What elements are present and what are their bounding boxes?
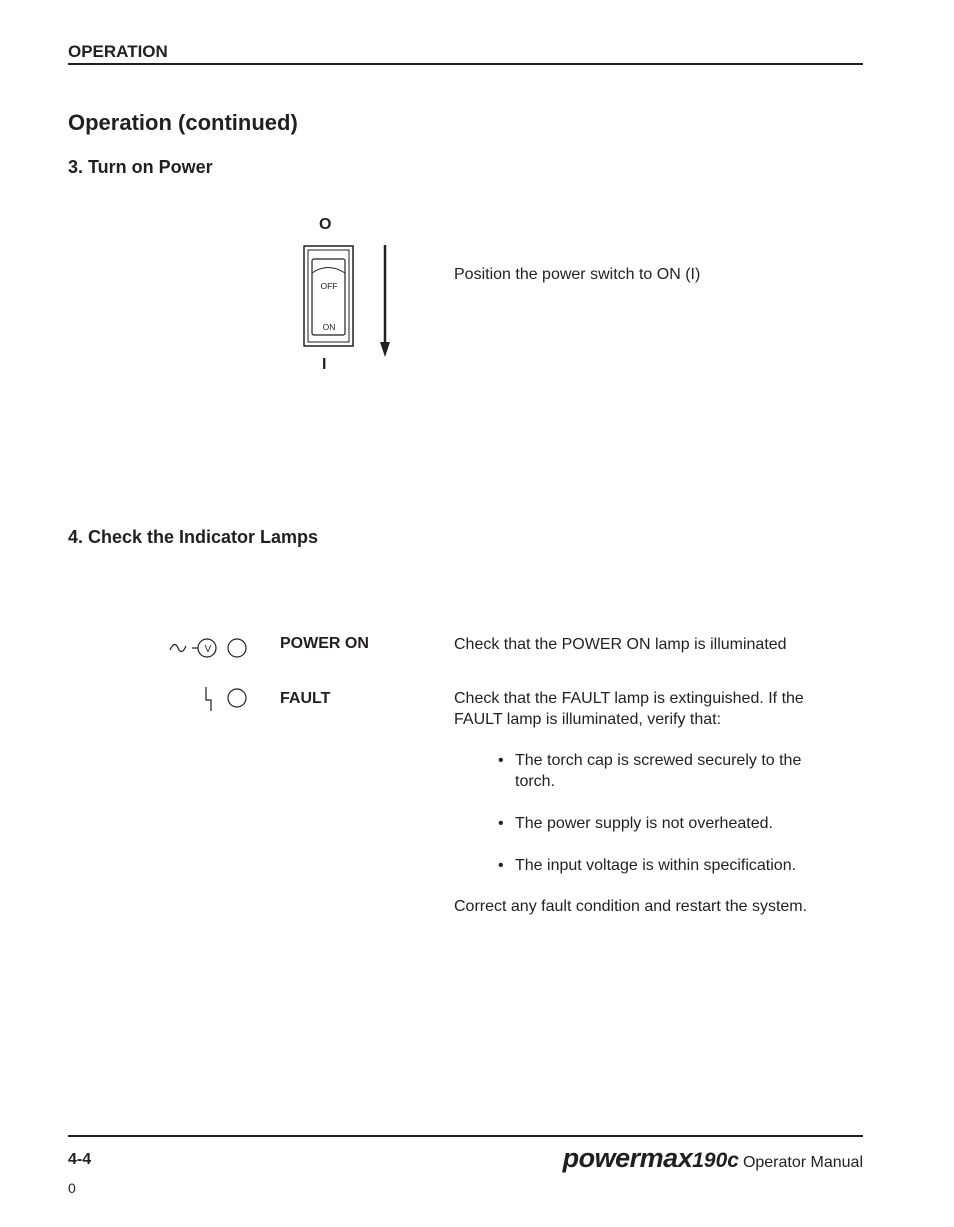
list-item	[498, 813, 838, 834]
fault-checklist	[498, 750, 838, 897]
header-rule	[68, 63, 863, 65]
step-4-heading: 4. Check the Indicator Lamps	[68, 527, 319, 547]
brand-model: 190c	[692, 1149, 739, 1172]
ac-wave-icon	[170, 644, 186, 651]
step-3-heading: 3. Turn on Power	[68, 157, 213, 177]
fault-instruction-line-2: FAULT lamp is illuminated, verify that:	[454, 711, 722, 728]
power-switch-illustration	[300, 240, 395, 362]
brand-logo: powermax	[562, 1143, 693, 1173]
fault-label: FAULT	[280, 690, 331, 707]
revision-code: 0	[68, 1180, 76, 1196]
bullet-icon: •	[498, 815, 504, 832]
page-title: Operation (continued)	[68, 110, 298, 135]
manual-title: Operator Manual	[742, 1154, 863, 1171]
checklist-text: The input voltage is within specification.	[515, 857, 797, 874]
switch-off-label: OFF	[320, 281, 338, 291]
step-3-instruction: Position the power switch to ON (I)	[454, 266, 701, 283]
bullet-icon: •	[498, 857, 504, 874]
checklist-text: The power supply is not overheated.	[515, 815, 773, 832]
bullet-icon: •	[498, 752, 504, 769]
section-header: OPERATION	[68, 42, 168, 61]
checklist-text: The torch cap is screwed securely to the torch.	[515, 752, 802, 790]
fault-closing-instruction: Correct any fault condition and restart the system.	[454, 898, 808, 915]
switch-on-symbol: I	[322, 356, 327, 373]
switch-on-label: ON	[322, 322, 336, 332]
down-arrow-icon	[380, 342, 390, 357]
fault-bolt-icon	[206, 687, 211, 711]
power-on-lamp-icon	[228, 639, 246, 657]
footer-rule	[68, 1135, 863, 1137]
page-number: 4-4	[68, 1151, 92, 1168]
power-on-instruction: Check that the POWER ON lamp is illuminated	[454, 636, 787, 653]
footer-brand	[563, 1143, 863, 1174]
voltage-symbol: V	[204, 644, 212, 655]
list-item	[498, 855, 838, 876]
switch-off-symbol: O	[319, 216, 332, 233]
fault-instruction-line-1: Check that the FAULT lamp is extinguished. If the	[454, 690, 804, 707]
list-item	[498, 750, 838, 792]
power-on-indicator	[166, 634, 251, 662]
power-on-label: POWER ON	[280, 635, 369, 652]
fault-lamp-icon	[228, 689, 246, 707]
fault-indicator	[196, 684, 251, 714]
